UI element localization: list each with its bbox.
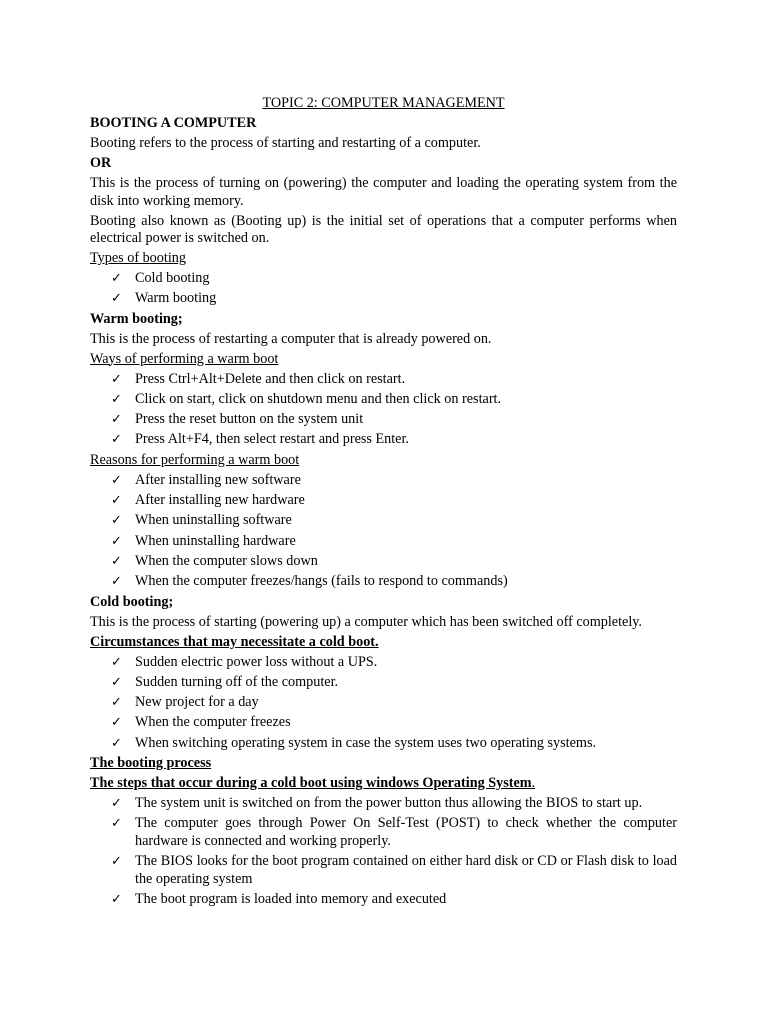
checkmark-icon: ✓: [111, 513, 122, 529]
document-title: TOPIC 2: COMPUTER MANAGEMENT: [262, 95, 505, 111]
list-item-text: When uninstalling hardware: [135, 532, 296, 549]
cold-booting-definition: This is the process of starting (powering up) a computer which has been switched off completely.: [90, 613, 642, 630]
list-item: [90, 853, 677, 888]
list-item-text: The BIOS looks for the boot program contained on either hard disk or CD or Flash disk to load the operating system: [135, 853, 677, 887]
list-item-text: Cold booting: [135, 270, 210, 286]
list-item: [90, 553, 677, 571]
checkmark-icon: ✓: [111, 271, 122, 286]
checkmark-icon: ✓: [111, 891, 122, 907]
list-item: [90, 795, 677, 813]
checkmark-icon: ✓: [111, 816, 122, 832]
ways-warm-boot-heading: Ways of performing a warm boot: [90, 350, 279, 367]
checkmark-icon: ✓: [111, 574, 122, 590]
checkmark-icon: ✓: [111, 735, 122, 751]
list-item: [90, 714, 677, 732]
list-item: [90, 815, 677, 850]
list-item-text: After installing new hardware: [135, 492, 305, 509]
booting-definition-1: Booting refers to the process of starting and restarting of a computer.: [90, 135, 481, 151]
steps-list: [90, 795, 677, 908]
list-item-text: Press the reset button on the system unit: [135, 411, 364, 428]
checkmark-icon: ✓: [111, 854, 122, 870]
reasons-list: [90, 472, 677, 591]
list-item-text: When the computer freezes/hangs (fails to respond to commands): [135, 573, 508, 590]
types-list: [90, 270, 677, 308]
booting-process-heading: The booting process: [90, 755, 212, 772]
checkmark-icon: ✓: [111, 553, 122, 569]
list-item: [90, 694, 677, 712]
checkmark-icon: ✓: [111, 472, 122, 488]
list-item-text: Sudden turning off of the computer.: [135, 673, 339, 690]
circumstances-heading: Circumstances that may necessitate a cold boot.: [90, 633, 379, 650]
list-item-text: New project for a day: [135, 694, 259, 711]
list-item: [90, 391, 677, 409]
checkmark-icon: ✓: [111, 674, 122, 690]
list-item-text: When uninstalling software: [135, 512, 292, 529]
list-item: [90, 411, 677, 429]
list-item-text: The system unit is switched on from the power button thus allowing the BIOS to start up.: [135, 795, 643, 812]
list-item-text: Click on start, click on shutdown menu and then click on restart.: [135, 390, 502, 407]
list-item: [90, 674, 677, 692]
booting-definition-2: This is the process of turning on (powering) the computer and loading the operating system from the disk into working memory.: [90, 175, 677, 209]
checkmark-icon: ✓: [111, 715, 122, 731]
list-item: [90, 654, 677, 672]
list-item: [90, 891, 677, 909]
cold-booting-heading: Cold booting;: [90, 593, 174, 610]
list-item-text: When the computer freezes: [135, 714, 291, 731]
or-separator: OR: [90, 155, 112, 171]
heading-booting-a-computer: BOOTING A COMPUTER: [90, 115, 257, 131]
checkmark-icon: ✓: [111, 533, 122, 549]
list-item-text: The boot program is loaded into memory and executed: [135, 890, 447, 907]
list-item: [90, 290, 677, 308]
list-item-text: When switching operating system in case the system uses two operating systems.: [135, 734, 597, 751]
checkmark-icon: ✓: [111, 796, 122, 812]
warm-booting-heading: Warm booting;: [90, 310, 183, 327]
list-item-text: Press Ctrl+Alt+Delete and then click on restart.: [135, 370, 406, 387]
list-item: [90, 573, 677, 591]
document-page: [90, 95, 677, 911]
list-item: [90, 533, 677, 551]
ways-list: [90, 371, 677, 449]
list-item-text: When the computer slows down: [135, 552, 318, 569]
booting-definition-3: Booting also known as (Booting up) is the initial set of operations that a computer performs when electrical power is switched on.: [90, 212, 677, 246]
list-item: [90, 492, 677, 510]
list-item: [90, 735, 677, 753]
warm-booting-definition: This is the process of restarting a computer that is already powered on.: [90, 330, 492, 347]
cold-boot-steps-heading-period: .: [531, 775, 536, 792]
cold-boot-steps-heading: [90, 775, 677, 793]
circumstances-list: [90, 654, 677, 753]
list-item-text: After installing new software: [135, 471, 301, 488]
list-item-text: Press Alt+F4, then select restart and press Enter.: [135, 431, 409, 448]
list-item: [90, 431, 677, 449]
checkmark-icon: ✓: [111, 695, 122, 711]
checkmark-icon: ✓: [111, 391, 122, 407]
cold-boot-steps-heading-text: The steps that occur during a cold boot using windows Operating System: [90, 775, 532, 792]
checkmark-icon: ✓: [111, 291, 122, 307]
list-item: [90, 270, 677, 288]
checkmark-icon: ✓: [111, 493, 122, 509]
checkmark-icon: ✓: [111, 412, 122, 428]
list-item-text: Warm booting: [135, 290, 217, 307]
list-item: [90, 472, 677, 490]
types-of-booting-heading: Types of booting: [90, 250, 186, 266]
reasons-warm-boot-heading: Reasons for performing a warm boot: [90, 451, 300, 468]
list-item: [90, 512, 677, 530]
list-item: [90, 371, 677, 389]
list-item-text: The computer goes through Power On Self-Test (POST) to check whether the computer hardware is connected and working properly.: [135, 815, 677, 849]
list-item-text: Sudden electric power loss without a UPS.: [135, 653, 378, 670]
checkmark-icon: ✓: [111, 371, 122, 387]
checkmark-icon: ✓: [111, 654, 122, 670]
checkmark-icon: ✓: [111, 432, 122, 448]
